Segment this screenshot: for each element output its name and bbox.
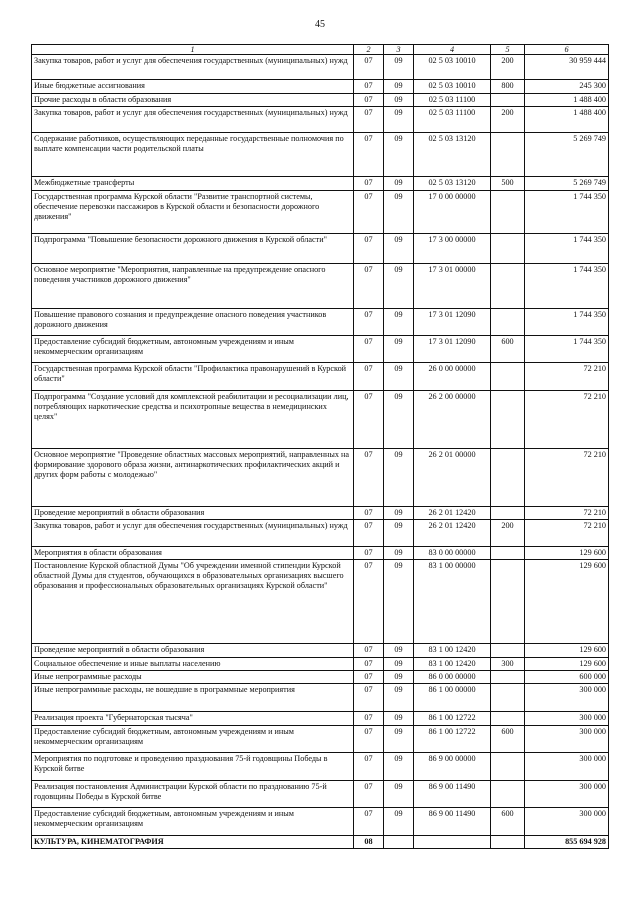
row-name-cell: Закупка товаров, работ и услуг для обеспечения государственных (муниципальных) нужд [32, 55, 354, 80]
expense-type-cell [491, 547, 525, 560]
subsection-code-cell [384, 836, 414, 849]
section-code-cell: 07 [354, 363, 384, 391]
amount-cell: 300 000 [525, 712, 609, 726]
amount-cell: 30 959 444 [525, 55, 609, 80]
row-name-cell: Мероприятия по подготовке и проведению празднования 75-й годовщины Победы в Курской битве [32, 753, 354, 781]
target-article-cell: 86 9 00 11490 [414, 808, 491, 836]
section-code-cell: 07 [354, 560, 384, 644]
column-header: 2 [354, 45, 384, 55]
amount-cell: 300 000 [525, 684, 609, 712]
row-name-cell: Предоставление субсидий бюджетным, автономным учреждениям и иным некоммерческим организациям [32, 726, 354, 753]
expense-type-cell [491, 712, 525, 726]
target-article-cell: 83 1 00 12420 [414, 644, 491, 658]
subsection-code-cell: 09 [384, 726, 414, 753]
target-article-cell: 02 5 03 10010 [414, 80, 491, 94]
section-code-cell: 07 [354, 309, 384, 336]
table-row [32, 520, 609, 547]
section-code-cell: 07 [354, 234, 384, 264]
section-code-cell: 07 [354, 336, 384, 363]
subsection-code-cell: 09 [384, 449, 414, 507]
expense-type-cell [491, 507, 525, 520]
expense-type-cell [491, 133, 525, 177]
expense-type-cell [491, 684, 525, 712]
amount-cell: 72 210 [525, 363, 609, 391]
expense-type-cell [491, 449, 525, 507]
section-code-cell: 07 [354, 94, 384, 107]
section-code-cell: 08 [354, 836, 384, 849]
amount-cell: 855 694 928 [525, 836, 609, 849]
table-row [32, 753, 609, 781]
table-row [32, 80, 609, 94]
target-article-cell: 02 5 03 11100 [414, 107, 491, 133]
table-row [32, 671, 609, 684]
target-article-cell: 26 2 01 12420 [414, 507, 491, 520]
table-row [32, 684, 609, 712]
target-article-cell: 02 5 03 13120 [414, 177, 491, 191]
row-name-cell: Государственная программа Курской области "Профилактика правонарушений в Курской области" [32, 363, 354, 391]
target-article-cell: 26 2 00 00000 [414, 391, 491, 449]
target-article-cell: 17 0 00 00000 [414, 191, 491, 234]
amount-cell: 72 210 [525, 520, 609, 547]
amount-cell: 1 744 350 [525, 234, 609, 264]
amount-cell: 300 000 [525, 753, 609, 781]
expense-type-cell [491, 391, 525, 449]
expense-type-cell [491, 836, 525, 849]
section-code-cell: 07 [354, 133, 384, 177]
row-name-cell: Подпрограмма "Повышение безопасности дорожного движения в Курской области" [32, 234, 354, 264]
row-name-cell: Содержание работников, осуществляющих переданные государственные полномочия по выплате компенсации части родительской платы [32, 133, 354, 177]
subsection-code-cell: 09 [384, 234, 414, 264]
subsection-code-cell: 09 [384, 644, 414, 658]
expense-type-cell [491, 671, 525, 684]
table-row [32, 94, 609, 107]
table-row [32, 658, 609, 671]
section-code-cell: 07 [354, 177, 384, 191]
target-article-cell: 17 3 01 12090 [414, 336, 491, 363]
expense-type-cell: 200 [491, 55, 525, 80]
section-code-cell: 07 [354, 507, 384, 520]
table-row [32, 363, 609, 391]
row-name-cell: Прочие расходы в области образования [32, 94, 354, 107]
amount-cell: 129 600 [525, 560, 609, 644]
target-article-cell: 83 1 00 00000 [414, 560, 491, 644]
target-article-cell: 17 3 01 00000 [414, 264, 491, 309]
expense-type-cell: 300 [491, 658, 525, 671]
expense-type-cell [491, 363, 525, 391]
section-code-cell: 07 [354, 712, 384, 726]
section-code-cell: 07 [354, 191, 384, 234]
section-code-cell: 07 [354, 391, 384, 449]
section-code-cell: 07 [354, 264, 384, 309]
row-name-cell: Закупка товаров, работ и услуг для обеспечения государственных (муниципальных) нужд [32, 520, 354, 547]
section-code-cell: 07 [354, 520, 384, 547]
expense-type-cell: 600 [491, 726, 525, 753]
target-article-cell: 86 9 00 11490 [414, 781, 491, 808]
column-header: 3 [384, 45, 414, 55]
expense-type-cell: 200 [491, 107, 525, 133]
section-code-cell: 07 [354, 55, 384, 80]
budget-table [31, 44, 609, 849]
row-name-cell: Предоставление субсидий бюджетным, автономным учреждениям и иным некоммерческим организациям [32, 336, 354, 363]
row-name-cell: Реализация постановления Администрации Курской области по празднованию 75-й годовщины Победы в Курской битве [32, 781, 354, 808]
target-article-cell: 86 1 00 00000 [414, 684, 491, 712]
table-row [32, 449, 609, 507]
table-row [32, 644, 609, 658]
amount-cell: 300 000 [525, 808, 609, 836]
expense-type-cell [491, 309, 525, 336]
subsection-code-cell: 09 [384, 808, 414, 836]
expense-type-cell: 500 [491, 177, 525, 191]
table-header-row [32, 45, 609, 55]
row-name-cell: Проведение мероприятий в области образования [32, 644, 354, 658]
subsection-code-cell: 09 [384, 94, 414, 107]
subsection-code-cell: 09 [384, 781, 414, 808]
amount-cell: 1 744 350 [525, 264, 609, 309]
amount-cell: 1 488 400 [525, 107, 609, 133]
target-article-cell: 86 9 00 00000 [414, 753, 491, 781]
section-code-cell: 07 [354, 80, 384, 94]
subsection-code-cell: 09 [384, 547, 414, 560]
expense-type-cell [491, 560, 525, 644]
target-article-cell: 86 1 00 12722 [414, 712, 491, 726]
row-name-cell: Основное мероприятие "Проведение областных массовых мероприятий, направленных на формирование здорового образа жизни, антинаркотических профилактических акций и других форм работы с молодежью" [32, 449, 354, 507]
amount-cell: 300 000 [525, 781, 609, 808]
subsection-code-cell: 09 [384, 560, 414, 644]
amount-cell: 1 744 350 [525, 336, 609, 363]
target-article-cell: 83 0 00 00000 [414, 547, 491, 560]
expense-type-cell [491, 94, 525, 107]
section-code-cell: 07 [354, 781, 384, 808]
amount-cell: 72 210 [525, 507, 609, 520]
amount-cell: 129 600 [525, 547, 609, 560]
table-row [32, 309, 609, 336]
subsection-code-cell: 09 [384, 309, 414, 336]
table-row [32, 547, 609, 560]
subsection-code-cell: 09 [384, 133, 414, 177]
subsection-code-cell: 09 [384, 753, 414, 781]
column-header: 4 [414, 45, 491, 55]
row-name-cell: Иные бюджетные ассигнования [32, 80, 354, 94]
section-code-cell: 07 [354, 449, 384, 507]
expense-type-cell [491, 264, 525, 309]
column-header: 5 [491, 45, 525, 55]
expense-type-cell [491, 644, 525, 658]
subsection-code-cell: 09 [384, 363, 414, 391]
row-name-cell: Реализация проекта "Губернаторская тысяча" [32, 712, 354, 726]
row-name-cell: Иные непрограммные расходы, не вошедшие в программные мероприятия [32, 684, 354, 712]
section-code-cell: 07 [354, 107, 384, 133]
subsection-code-cell: 09 [384, 684, 414, 712]
amount-cell: 600 000 [525, 671, 609, 684]
expense-type-cell [491, 234, 525, 264]
target-article-cell: 17 3 00 00000 [414, 234, 491, 264]
table-row [32, 133, 609, 177]
subsection-code-cell: 09 [384, 658, 414, 671]
table-row [32, 507, 609, 520]
row-name-cell: Предоставление субсидий бюджетным, автономным учреждениям и иным некоммерческим организациям [32, 808, 354, 836]
table-row [32, 781, 609, 808]
column-header: 6 [525, 45, 609, 55]
row-name-cell: Подпрограмма "Создание условий для комплексной реабилитации и ресоциализации лиц, потребляющих наркотические средства и психотропные вещества в немедицинских целях" [32, 391, 354, 449]
row-name-cell: Мероприятия в области образования [32, 547, 354, 560]
subsection-code-cell: 09 [384, 712, 414, 726]
row-name-cell: Межбюджетные трансферты [32, 177, 354, 191]
section-code-cell: 07 [354, 547, 384, 560]
amount-cell: 1 744 350 [525, 309, 609, 336]
table-row [32, 726, 609, 753]
expense-type-cell [491, 753, 525, 781]
table-row [32, 234, 609, 264]
table-row [32, 55, 609, 80]
target-article-cell: 02 5 03 11100 [414, 94, 491, 107]
target-article-cell [414, 836, 491, 849]
table-row [32, 560, 609, 644]
amount-cell: 245 300 [525, 80, 609, 94]
table-row [32, 836, 609, 849]
row-name-cell: Иные непрограммные расходы [32, 671, 354, 684]
target-article-cell: 02 5 03 10010 [414, 55, 491, 80]
amount-cell: 1 488 400 [525, 94, 609, 107]
row-name-cell: Закупка товаров, работ и услуг для обеспечения государственных (муниципальных) нужд [32, 107, 354, 133]
amount-cell: 129 600 [525, 644, 609, 658]
table-row [32, 191, 609, 234]
subsection-code-cell: 09 [384, 671, 414, 684]
subsection-code-cell: 09 [384, 507, 414, 520]
expense-type-cell: 600 [491, 808, 525, 836]
row-name-cell: Основное мероприятие "Мероприятия, направленные на предупреждение опасного поведения участников дорожного движения" [32, 264, 354, 309]
row-name-cell: Государственная программа Курской области "Развитие транспортной системы, обеспечение перевозки пассажиров в Курской области и безопасности дорожного движения" [32, 191, 354, 234]
target-article-cell: 26 0 00 00000 [414, 363, 491, 391]
target-article-cell: 02 5 03 13120 [414, 133, 491, 177]
row-name-cell: Повышение правового сознания и предупреждение опасного поведения участников дорожного движения [32, 309, 354, 336]
subsection-code-cell: 09 [384, 107, 414, 133]
target-article-cell: 26 2 01 00000 [414, 449, 491, 507]
row-name-cell: Проведение мероприятий в области образования [32, 507, 354, 520]
amount-cell: 1 744 350 [525, 191, 609, 234]
subsection-code-cell: 09 [384, 177, 414, 191]
amount-cell: 5 269 749 [525, 177, 609, 191]
amount-cell: 129 600 [525, 658, 609, 671]
section-code-cell: 07 [354, 684, 384, 712]
section-code-cell: 07 [354, 671, 384, 684]
expense-type-cell: 200 [491, 520, 525, 547]
table-row [32, 391, 609, 449]
page-number: 45 [315, 19, 325, 30]
table-row [32, 177, 609, 191]
section-code-cell: 07 [354, 726, 384, 753]
amount-cell: 300 000 [525, 726, 609, 753]
subsection-code-cell: 09 [384, 191, 414, 234]
subsection-code-cell: 09 [384, 520, 414, 547]
target-article-cell: 17 3 01 12090 [414, 309, 491, 336]
section-code-cell: 07 [354, 644, 384, 658]
column-header: 1 [32, 45, 354, 55]
table-row [32, 336, 609, 363]
table-row [32, 712, 609, 726]
subsection-code-cell: 09 [384, 80, 414, 94]
expense-type-cell [491, 781, 525, 808]
amount-cell: 72 210 [525, 391, 609, 449]
target-article-cell: 86 1 00 12722 [414, 726, 491, 753]
amount-cell: 72 210 [525, 449, 609, 507]
row-name-cell: КУЛЬТУРА, КИНЕМАТОГРАФИЯ [32, 836, 354, 849]
subsection-code-cell: 09 [384, 391, 414, 449]
target-article-cell: 83 1 00 12420 [414, 658, 491, 671]
row-name-cell: Постановление Курской областной Думы "Об учреждении именной стипендии Курской областной Думы для студентов, обучающихся в образовательных организациях высшего образования и профессиональных образовательных организациях Курской области" [32, 560, 354, 644]
section-code-cell: 07 [354, 658, 384, 671]
row-name-cell: Социальное обеспечение и иные выплаты населению [32, 658, 354, 671]
section-code-cell: 07 [354, 753, 384, 781]
expense-type-cell: 800 [491, 80, 525, 94]
table-row [32, 107, 609, 133]
target-article-cell: 86 0 00 00000 [414, 671, 491, 684]
expense-type-cell: 600 [491, 336, 525, 363]
expense-type-cell [491, 191, 525, 234]
amount-cell: 5 269 749 [525, 133, 609, 177]
subsection-code-cell: 09 [384, 264, 414, 309]
table-row [32, 264, 609, 309]
section-code-cell: 07 [354, 808, 384, 836]
subsection-code-cell: 09 [384, 336, 414, 363]
subsection-code-cell: 09 [384, 55, 414, 80]
target-article-cell: 26 2 01 12420 [414, 520, 491, 547]
table-row [32, 808, 609, 836]
